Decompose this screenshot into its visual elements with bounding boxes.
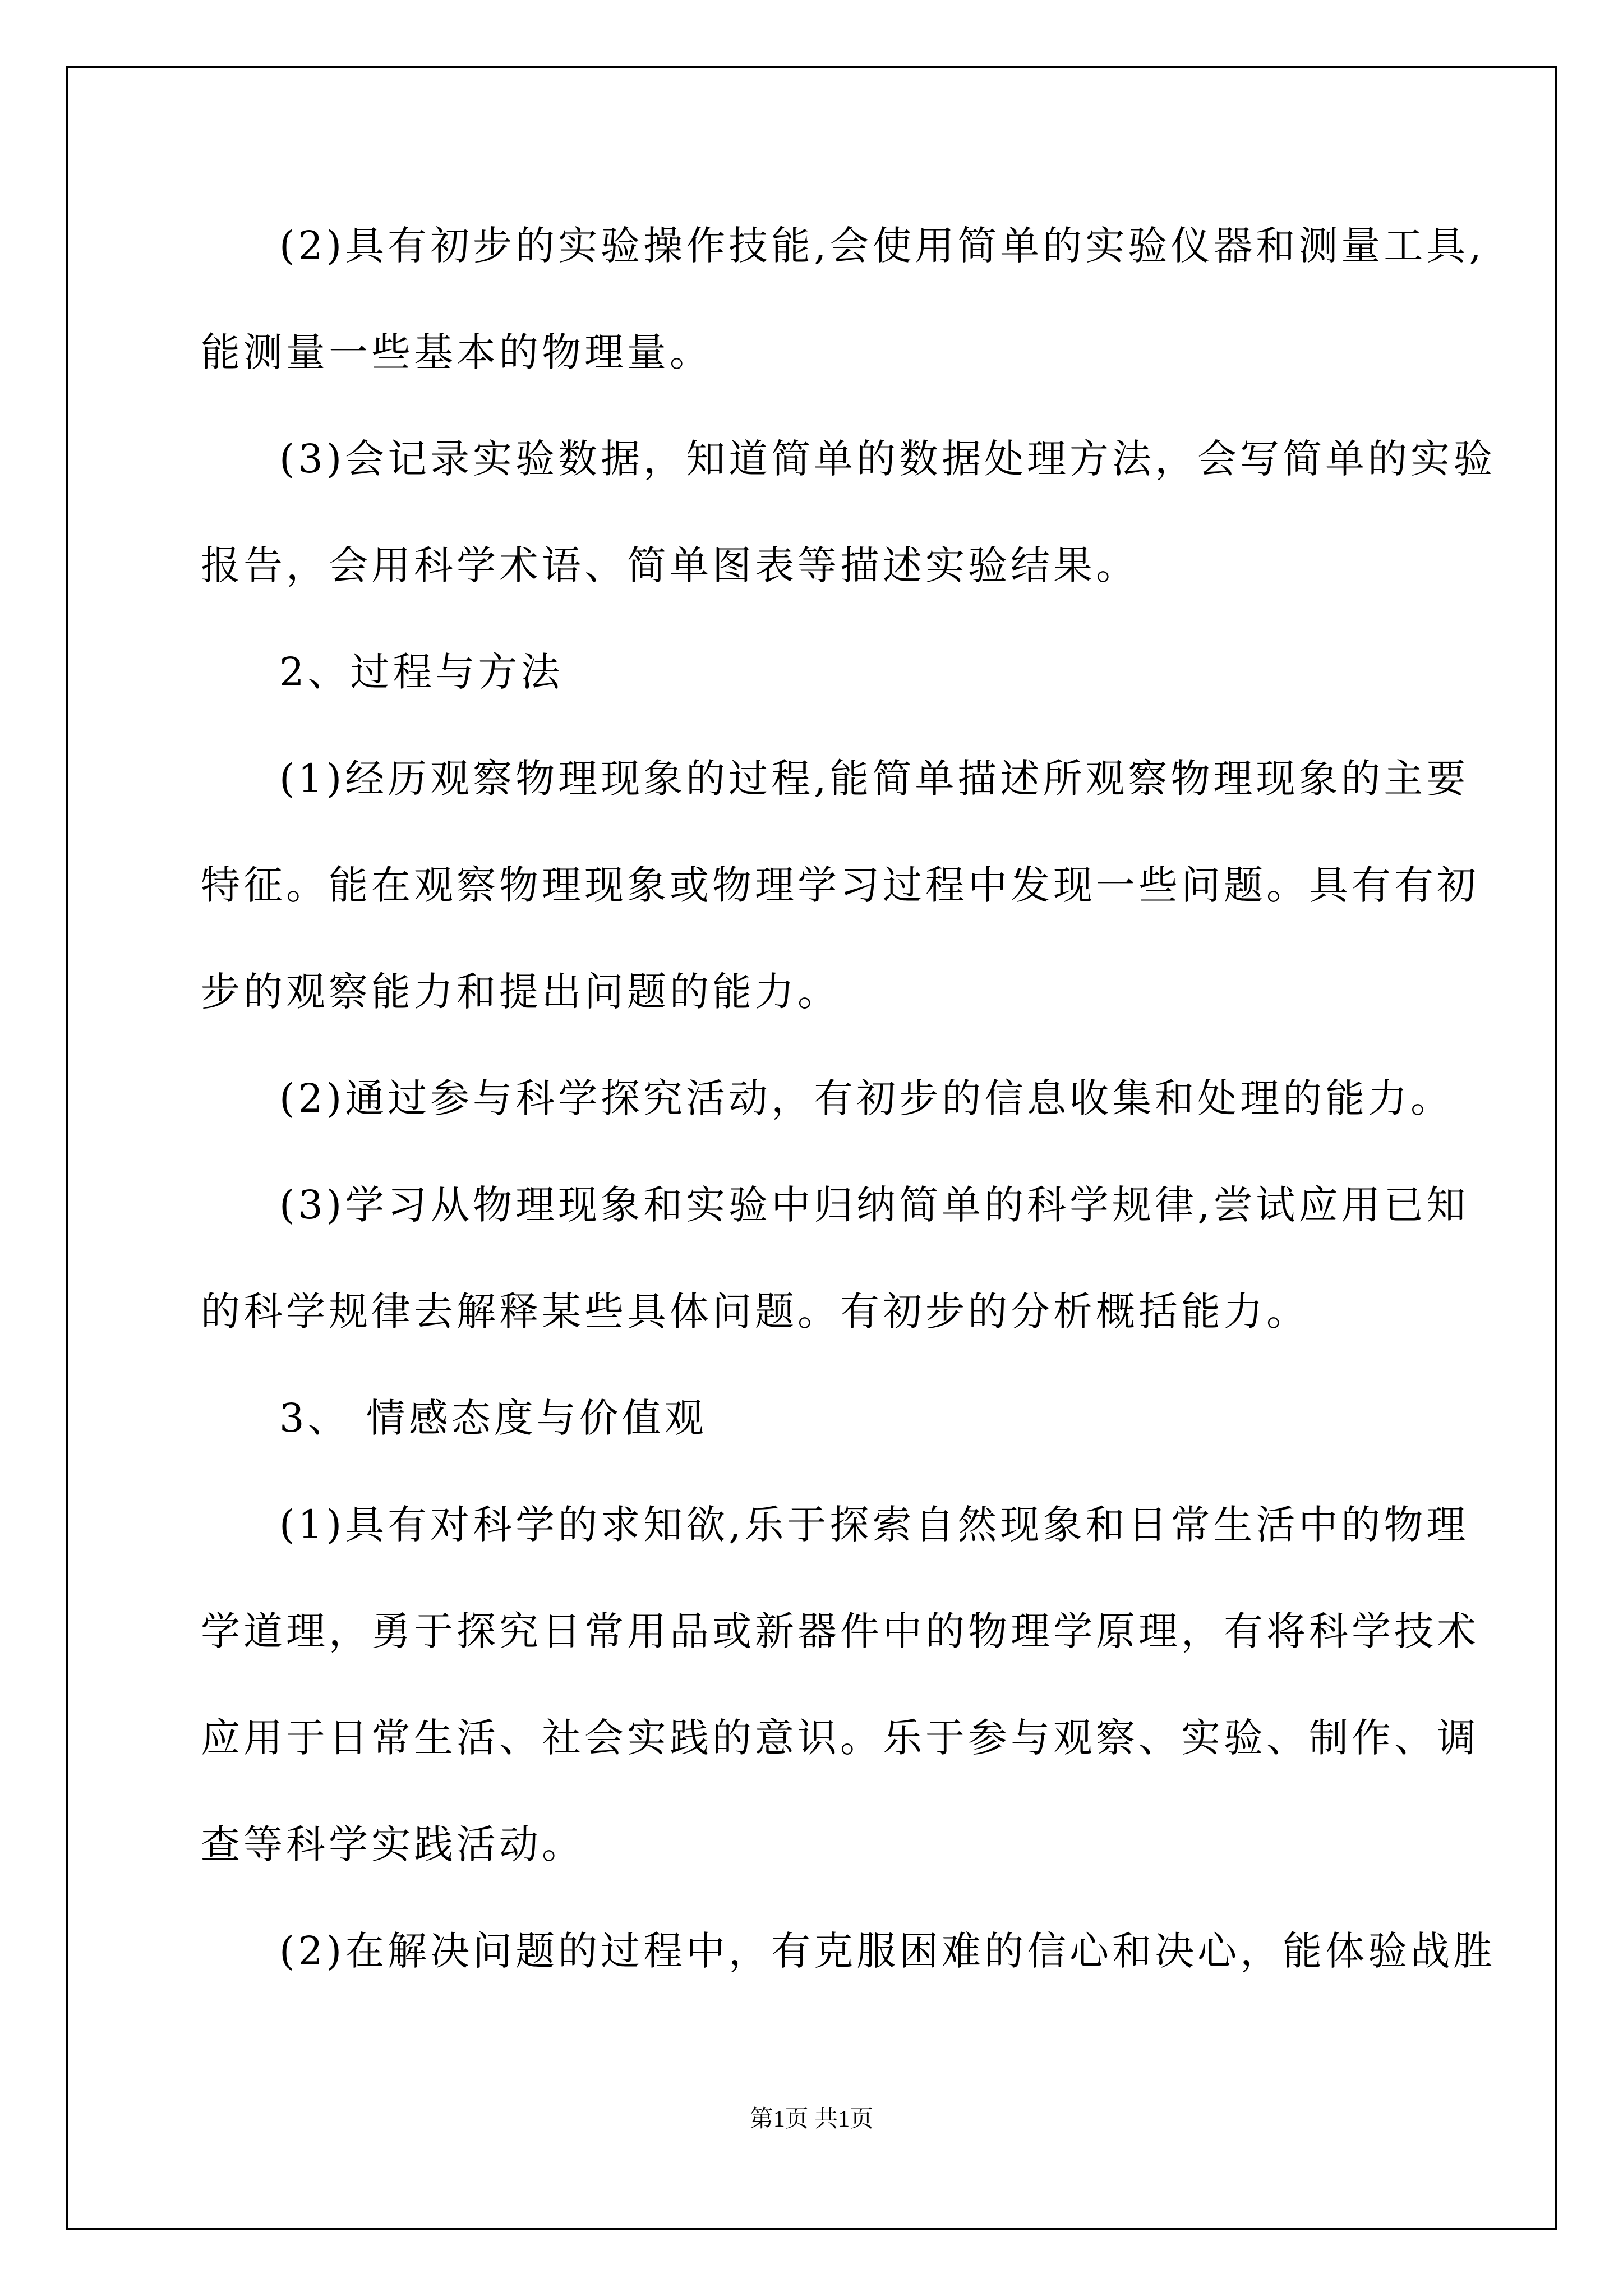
page-number-footer: 第1页 共1页 (749, 2106, 874, 2132)
paragraph-line: 步的观察能力和提出问题的能力。 (201, 969, 840, 1015)
paragraph-line: 学道理，勇于探究日常用品或新器件中的物理学原理，有将科学技术 (201, 1608, 1479, 1654)
paragraph-line: (1)具有对科学的求知欲,乐于探索自然现象和日常生活中的物理 (279, 1502, 1469, 1548)
paragraph-line: 查等科学实践活动。 (201, 1821, 584, 1867)
paragraph-line: 报告，会用科学术语、简单图表等描述实验结果。 (201, 542, 1138, 588)
paragraph-line: (2)具有初步的实验操作技能,会使用简单的实验仪器和测量工具, (279, 223, 1485, 269)
paragraph-line: (3)会记录实验数据，知道简单的数据处理方法，会写简单的实验 (279, 436, 1496, 482)
paragraph-line: (3)学习从物理现象和实验中归纳简单的科学规律,尝试应用已知 (279, 1182, 1469, 1228)
paragraph-line: 的科学规律去解释某些具体问题。有初步的分析概括能力。 (201, 1289, 1309, 1335)
paragraph-line: 能测量一些基本的物理量。 (201, 329, 712, 375)
paragraph-line: (2)通过参与科学探究活动，有初步的信息收集和处理的能力。 (279, 1075, 1454, 1121)
paragraph-line: 特征。能在观察物理现象或物理学习过程中发现一些问题。具有有初 (201, 862, 1479, 908)
paragraph-line: (1)经历观察物理现象的过程,能简单描述所观察物理现象的主要 (279, 756, 1469, 802)
paragraph-line: 应用于日常生活、社会实践的意识。乐于参与观察、实验、制作、调 (201, 1715, 1479, 1761)
section-heading: 2、过程与方法 (279, 649, 564, 695)
page-border (66, 66, 1557, 2230)
section-heading: 3、 情感态度与价值观 (279, 1395, 707, 1441)
paragraph-line: (2)在解决问题的过程中，有克服困难的信心和决心，能体验战胜 (279, 1928, 1496, 1974)
